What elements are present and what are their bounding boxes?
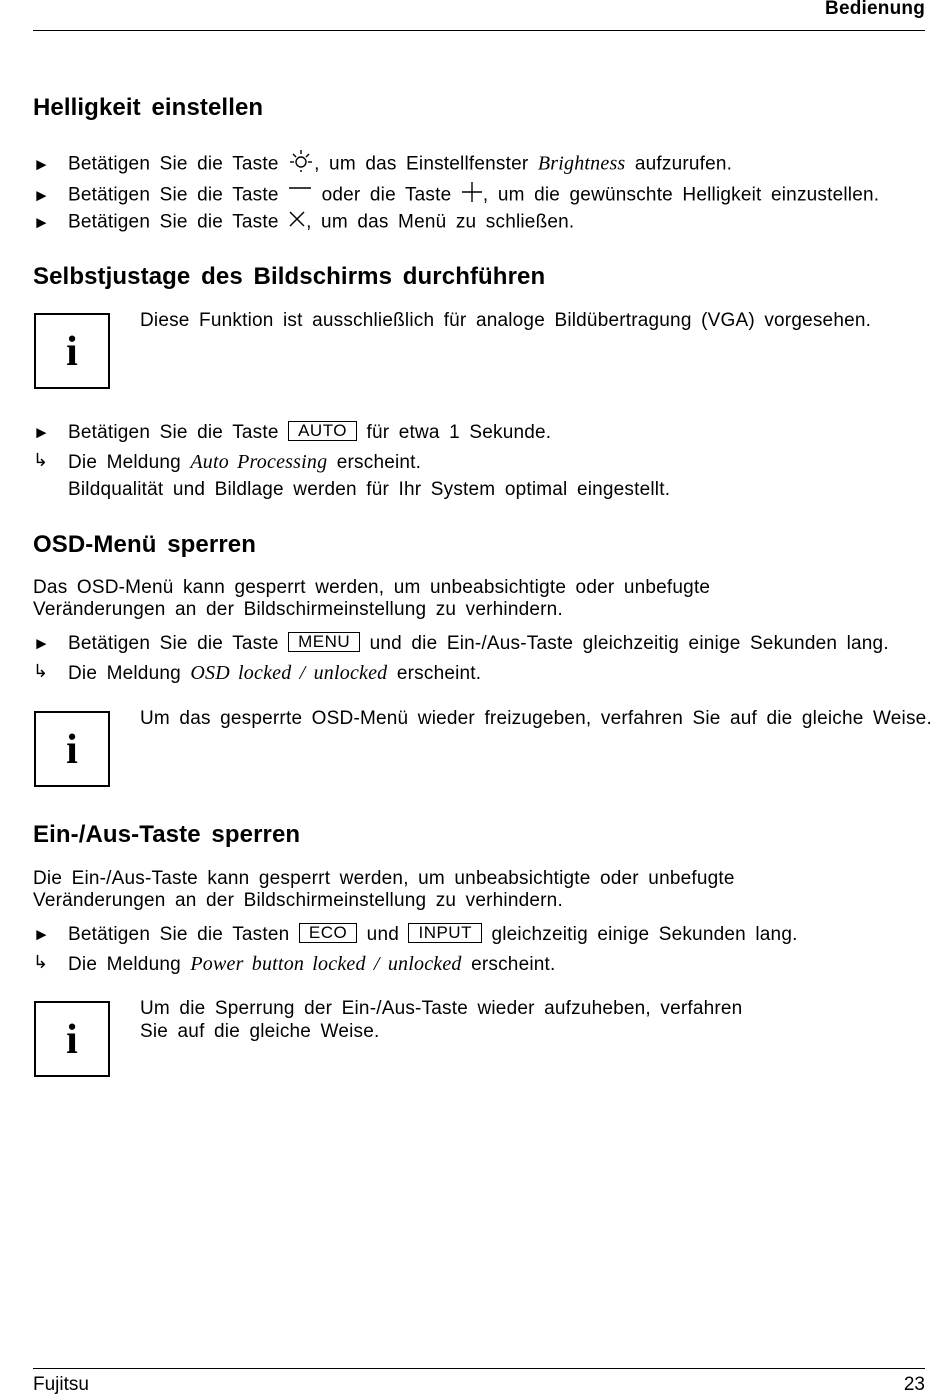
list-item-auto-step1: ► Betätigen Sie die Taste AUTO für etwa 1 Sekunde. bbox=[33, 421, 552, 443]
footer-rule bbox=[33, 1368, 925, 1369]
info-note-power-unlock: Um die Sperrung der Ein-/Aus-Taste wieder aufzuheben, verfahren Sie auf die gleiche Weise. bbox=[140, 998, 743, 1042]
info-icon bbox=[34, 313, 110, 389]
menu-key-label: MENU bbox=[288, 632, 360, 652]
step-marker: ► bbox=[33, 185, 51, 205]
step-marker: ► bbox=[33, 925, 51, 944]
section-title-autoadjust: Selbstjustage des Bildschirms durchführen bbox=[33, 263, 546, 290]
result-marker: ↳ bbox=[33, 661, 49, 681]
result-marker: ↳ bbox=[33, 450, 49, 470]
osdlock-intro: Das OSD-Menü kann gesperrt werden, um unbeabsichtigte oder unbefugte Veränderungen an der Bildschirmeinstellung zu verhindern. bbox=[33, 577, 711, 620]
list-item-power-result: ↳ Die Meldung Power button locked / unlocked erscheint. bbox=[33, 952, 556, 975]
list-item-brightness-step1: ► Betätigen Sie die Taste , um das Einstellfenster Brightness aufzurufen. bbox=[33, 149, 732, 173]
list-item-osd-step1: ► Betätigen Sie die Taste MENU und die Ein-/Aus-Taste gleichzeitig einige Sekunden lang. bbox=[33, 632, 889, 654]
step-marker: ► bbox=[33, 423, 51, 442]
step-marker: ► bbox=[33, 212, 51, 232]
list-item-osd-result: ↳ Die Meldung OSD locked / unlocked erscheint. bbox=[33, 661, 482, 684]
info-letter: i bbox=[66, 1017, 78, 1063]
info-icon bbox=[34, 1001, 110, 1077]
section-title-brightness: Helligkeit einstellen bbox=[33, 94, 264, 121]
info-note-vga: Diese Funktion ist ausschließlich für analoge Bildübertragung (VGA) vorgesehen. bbox=[140, 310, 872, 331]
section-title-osdlock: OSD-Menü sperren bbox=[33, 531, 256, 558]
step-marker: ► bbox=[33, 634, 51, 653]
close-x-icon bbox=[288, 210, 306, 235]
list-item-brightness-step3: ► Betätigen Sie die Taste , um das Menü zu schließen. bbox=[33, 210, 574, 234]
info-letter: i bbox=[66, 727, 78, 773]
list-item-brightness-step2: ► Betätigen Sie die Taste oder die Taste , um die gewünschte Helligkeit einzustellen. bbox=[33, 181, 879, 205]
auto-key-label: AUTO bbox=[288, 421, 357, 441]
info-note-osd-unlock: Um das gesperrte OSD-Menü wieder freizugeben, verfahren Sie auf die gleiche Weise. bbox=[140, 708, 932, 729]
header-rule bbox=[33, 30, 925, 31]
result-marker: ↳ bbox=[33, 952, 49, 972]
minus-icon bbox=[288, 182, 312, 209]
sun-icon bbox=[288, 149, 314, 180]
auto-result-detail: Bildqualität und Bildlage werden für Ihr System optimal eingestellt. bbox=[68, 479, 671, 500]
powerlock-intro: Die Ein-/Aus-Taste kann gesperrt werden, um unbeabsichtigte oder unbefugte Veränderungen an der Bildschirmeinstellung zu verhindern. bbox=[33, 868, 735, 911]
input-key-label: INPUT bbox=[408, 923, 482, 943]
step-marker: ► bbox=[33, 154, 51, 174]
list-item-auto-result: ↳ Die Meldung Auto Processing erscheint. bbox=[33, 450, 422, 473]
plus-icon bbox=[461, 181, 483, 210]
eco-key-label: ECO bbox=[299, 923, 357, 943]
list-item-power-step1: ► Betätigen Sie die Tasten ECO und INPUT gleichzeitig einige Sekunden lang. bbox=[33, 923, 798, 945]
info-letter: i bbox=[66, 329, 78, 375]
footer-brand: Fujitsu bbox=[33, 1374, 89, 1395]
info-icon bbox=[34, 711, 110, 787]
section-title-powerlock: Ein-/Aus-Taste sperren bbox=[33, 821, 301, 848]
page-number: 23 bbox=[903, 1374, 925, 1395]
page-header-title: Bedienung bbox=[825, 0, 925, 19]
